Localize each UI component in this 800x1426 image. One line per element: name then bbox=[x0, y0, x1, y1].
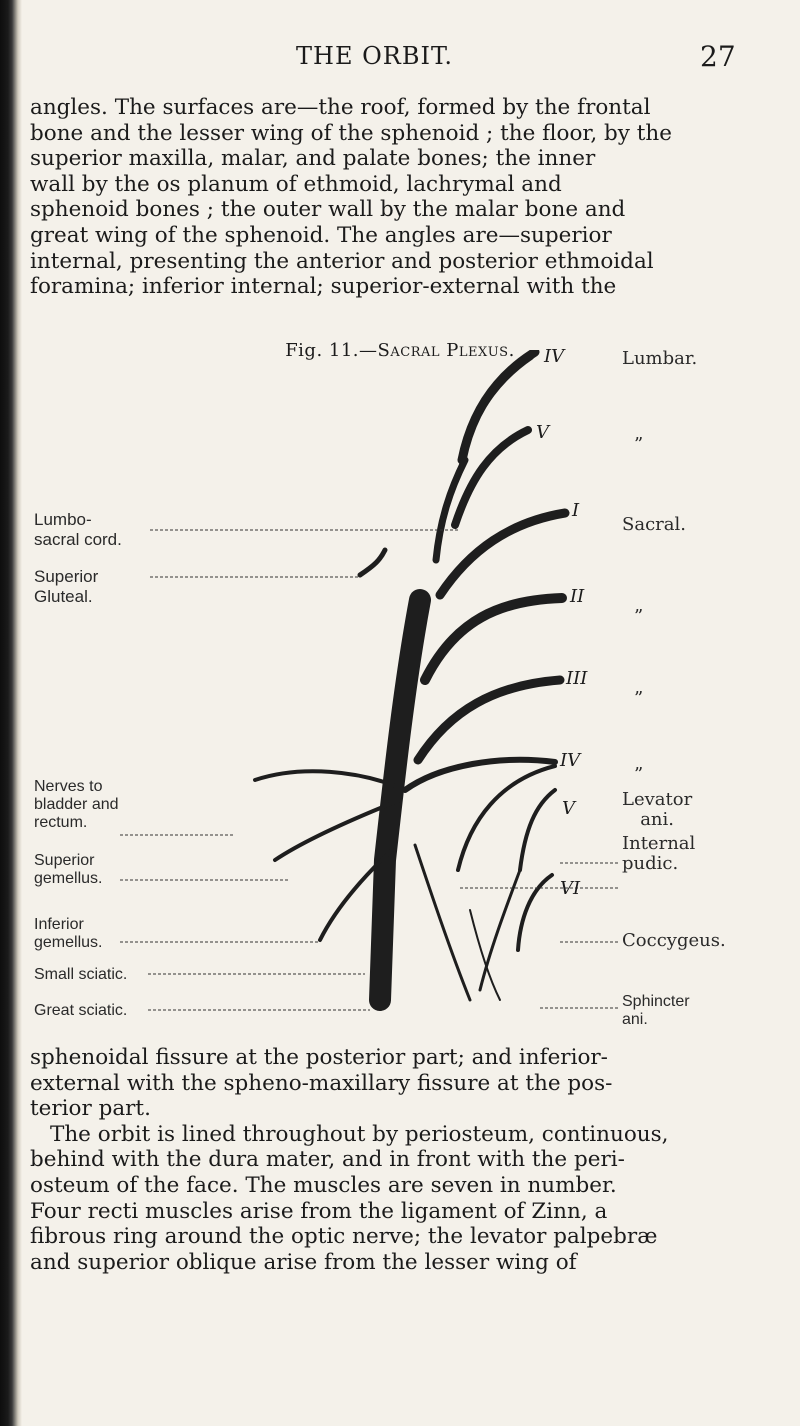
sacral-plexus-figure bbox=[0, 346, 800, 1050]
label-line: bladder and bbox=[34, 796, 119, 813]
root-label: III bbox=[566, 668, 588, 689]
label-line: Nerves to bbox=[34, 778, 103, 795]
text-line: external with the spheno-maxillary fissure at the pos- bbox=[30, 1070, 613, 1096]
label-line: Superior bbox=[34, 852, 95, 869]
label-line: ani. bbox=[640, 809, 674, 830]
label-line: pudic. bbox=[622, 853, 679, 874]
label-line: rectum. bbox=[34, 814, 88, 831]
ditto-mark: ” bbox=[634, 764, 644, 785]
label-coccygeus: Coccygeus. bbox=[622, 930, 726, 951]
label-sphincter-ani bbox=[622, 993, 690, 1029]
root-label: IV bbox=[560, 750, 581, 771]
nerve-lumbar-iv bbox=[462, 352, 535, 460]
text-line: internal, presenting the anterior and posterior ethmoidal bbox=[30, 248, 654, 274]
text-line: fibrous ring around the optic nerve; the levator palpebræ bbox=[30, 1224, 658, 1250]
figure-caption-title: Sacral Plexus. bbox=[377, 340, 515, 361]
label-superior-gemellus bbox=[34, 852, 102, 888]
root-label: II bbox=[570, 586, 585, 607]
root-label: V bbox=[562, 798, 575, 819]
ditto-mark: ” bbox=[634, 606, 644, 627]
text-line: and superior oblique arise from the lesser wing of bbox=[30, 1249, 577, 1275]
label-line: sacral cord. bbox=[34, 530, 122, 549]
label-lumbar: Lumbar. bbox=[622, 348, 698, 369]
label-line: ani. bbox=[622, 1011, 648, 1028]
label-line: Inferior bbox=[34, 916, 84, 933]
label-superior-gluteal bbox=[34, 567, 98, 607]
text-line: The orbit is lined throughout by periosteum, continuous, bbox=[50, 1121, 669, 1147]
text-line: superior maxilla, malar, and palate bones; the inner bbox=[30, 146, 596, 172]
label-lumbo-sacral-cord bbox=[34, 510, 122, 550]
label-levator-ani bbox=[622, 790, 692, 830]
running-head bbox=[0, 42, 800, 78]
ditto-mark: ” bbox=[634, 688, 644, 709]
text-line: osteum of the face. The muscles are seven in number. bbox=[30, 1172, 617, 1198]
label-line: Internal bbox=[622, 833, 696, 854]
label-line: gemellus. bbox=[34, 870, 103, 887]
text-line: sphenoid bones ; the outer wall by the malar bone and bbox=[30, 197, 626, 223]
label-internal-pudic bbox=[622, 834, 695, 874]
text-line: foramina; inferior internal; superior-external with the bbox=[30, 274, 617, 300]
label-small-sciatic: Small sciatic. bbox=[34, 966, 128, 983]
label-line: Sphincter bbox=[622, 993, 690, 1010]
label-nerves-bladder-rectum bbox=[34, 778, 119, 832]
label-line: Lumbo- bbox=[34, 510, 92, 529]
text-line: terior part. bbox=[30, 1096, 151, 1122]
ditto-mark: ” bbox=[634, 434, 644, 455]
text-line: sphenoidal fissure at the posterior part; and inferior- bbox=[30, 1045, 608, 1070]
paragraph-bottom bbox=[30, 1045, 742, 1275]
root-label: IV bbox=[544, 346, 565, 367]
text-line: behind with the dura mater, and in front with the peri- bbox=[30, 1147, 625, 1173]
text-line: Four recti muscles arise from the ligament of Zinn, a bbox=[30, 1198, 608, 1224]
text-line: angles. The surfaces are—the roof, formed by the frontal bbox=[30, 95, 651, 120]
root-label: VI bbox=[560, 878, 581, 899]
nerve-sacral-ii bbox=[425, 598, 562, 680]
paragraph-top bbox=[30, 95, 742, 300]
root-label: V bbox=[536, 422, 549, 443]
label-sacral: Sacral. bbox=[622, 514, 686, 535]
text-line: bone and the lesser wing of the sphenoid ; the floor, by the bbox=[30, 120, 672, 146]
label-line: Superior bbox=[34, 567, 99, 586]
running-title: THE ORBIT. bbox=[296, 42, 454, 70]
label-great-sciatic: Great sciatic. bbox=[34, 1002, 128, 1019]
page-number: 27 bbox=[700, 40, 736, 73]
label-inferior-gemellus bbox=[34, 916, 102, 952]
label-line: Gluteal. bbox=[34, 587, 93, 606]
nerve-sacral-iii bbox=[418, 680, 560, 760]
label-line: Levator bbox=[622, 789, 693, 810]
figure-caption-prefix: Fig. 11.— bbox=[285, 340, 378, 361]
label-line: gemellus. bbox=[34, 934, 103, 951]
text-line: great wing of the sphenoid. The angles are—superior bbox=[30, 222, 612, 248]
root-label: I bbox=[572, 500, 580, 521]
text-line: wall by the os planum of ethmoid, lachrymal and bbox=[30, 171, 562, 197]
